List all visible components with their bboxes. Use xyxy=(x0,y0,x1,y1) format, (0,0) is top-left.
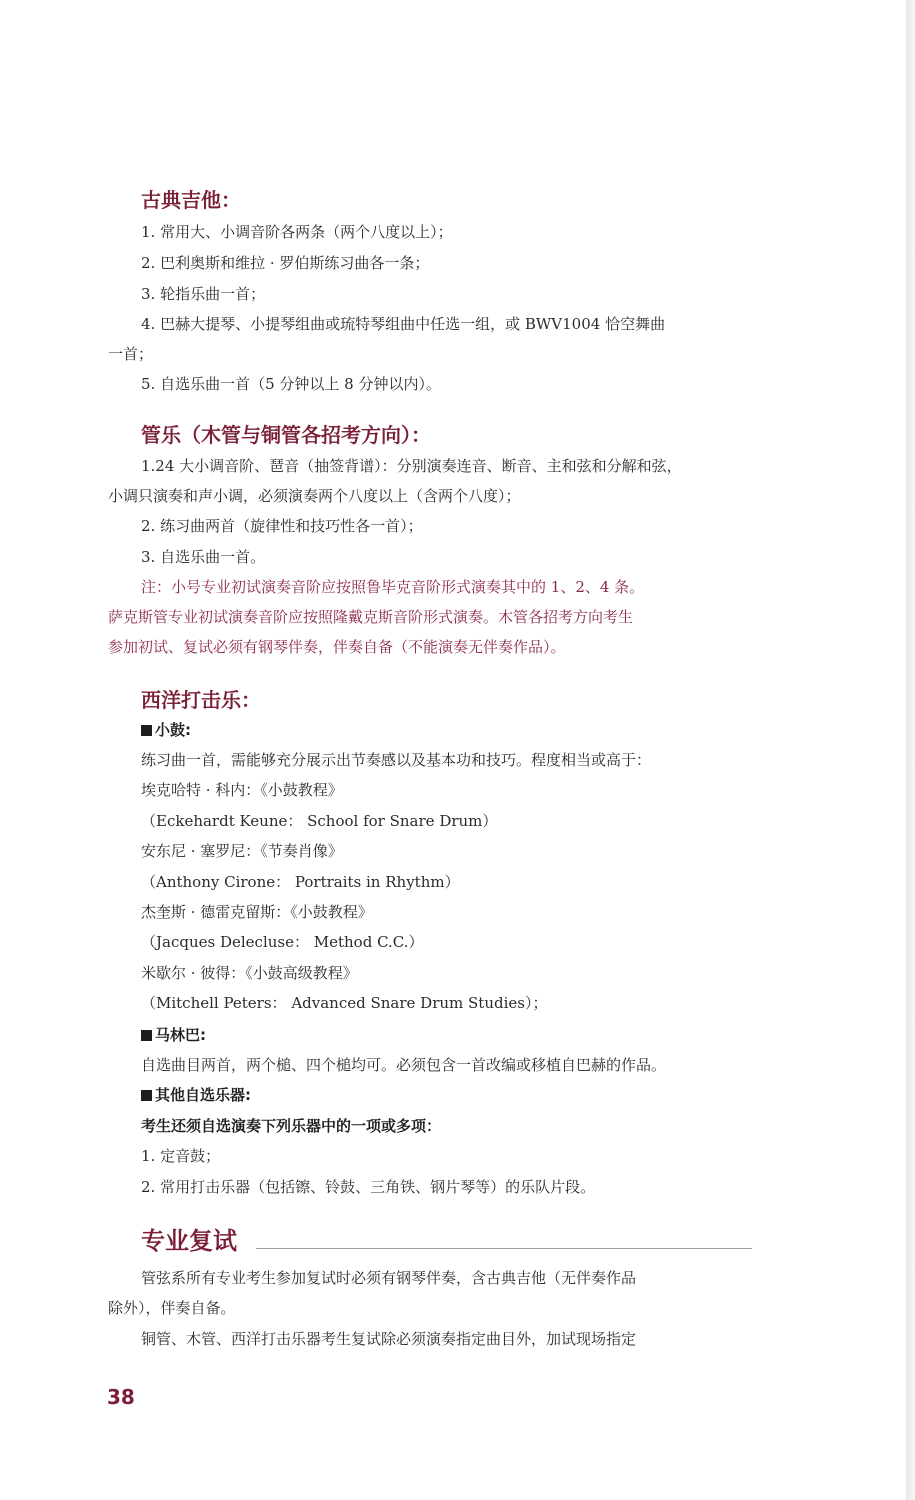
winds-note-line: 萨克斯管专业初试演奏音阶应按照隆戴克斯音阶形式演奏。木管各招考方向考生 xyxy=(108,608,634,626)
winds-heading: 管乐（木管与铜管各招考方向）： xyxy=(141,423,431,447)
snare-line: （Anthony Cirone： Portraits in Rhythm） xyxy=(141,873,460,891)
winds-line: 3. 自选乐曲一首。 xyxy=(141,548,266,566)
winds-line: 小调只演奏和声小调，必须演奏两个八度以上（含两个八度）； xyxy=(108,487,521,505)
winds-line: 2. 练习曲两首（旋律性和技巧性各一首）； xyxy=(141,517,423,535)
snare-line: 杰奎斯 · 德雷克留斯：《小鼓教程》 xyxy=(141,903,373,921)
snare-line: （Eckehardt Keune： School for Snare Drum） xyxy=(141,812,498,830)
snare-line: 埃克哈特 · 科内：《小鼓教程》 xyxy=(141,781,343,799)
snare-label: 小鼓: xyxy=(155,721,191,739)
snare-line: （Jacques Delecluse： Method C.C.） xyxy=(141,933,424,951)
winds-note-line: 注：小号专业初试演奏音阶应按照鲁毕克音阶形式演奏其中的 1、2、4 条。 xyxy=(141,578,645,596)
winds-note-line: 参加初试、复试必须有钢琴伴奏，伴奏自备（不能演奏无伴奏作品）。 xyxy=(108,638,566,656)
marimba-label: 马林巴: xyxy=(155,1026,206,1044)
snare-line: 米歇尔 · 彼得：《小鼓高级教程》 xyxy=(141,964,358,982)
other-instruments-label: 其他自选乐器: xyxy=(155,1086,251,1104)
other-instruments-intro: 考生还须自选演奏下列乐器中的一项或多项： xyxy=(141,1117,442,1135)
percussion-heading: 西洋打击乐： xyxy=(141,688,261,712)
retest-line: 铜管、木管、西洋打击乐器考生复试除必须演奏指定曲目外，加试现场指定 xyxy=(141,1330,637,1348)
classical-guitar-heading: 古典吉他： xyxy=(141,188,241,212)
page-number: 38 xyxy=(107,1385,135,1409)
snare-line: 练习曲一首，需能够充分展示出节奏感以及基本功和技巧。程度相当或高于： xyxy=(141,751,652,769)
other-instruments-line: 1. 定音鼓； xyxy=(141,1147,221,1165)
snare-line: （Mitchell Peters： Advanced Snare Drum Studies）； xyxy=(141,994,548,1012)
guitar-line: 3. 轮指乐曲一首； xyxy=(141,285,266,303)
section-divider xyxy=(256,1248,752,1249)
marimba-text: 自选曲目两首，两个槌、四个槌均可。必须包含一首改编或移植自巴赫的作品。 xyxy=(141,1056,667,1074)
other-instruments-line: 2. 常用打击乐器（包括镲、铃鼓、三角铁、钢片琴等）的乐队片段。 xyxy=(141,1178,596,1196)
guitar-line: 2. 巴利奥斯和维拉 · 罗伯斯练习曲各一条； xyxy=(141,254,430,272)
retest-line: 管弦系所有专业考生参加复试时必须有钢琴伴奏，含古典吉他（无伴奏作品 xyxy=(141,1269,637,1287)
guitar-line: 5. 自选乐曲一首（5 分钟以上 8 分钟以内）。 xyxy=(141,375,441,393)
retest-heading: 专业复试 xyxy=(141,1227,237,1255)
retest-line: 除外），伴奏自备。 xyxy=(108,1299,236,1317)
guitar-line: 1. 常用大、小调音阶各两条（两个八度以上）； xyxy=(141,223,453,241)
snare-line: 安东尼 · 塞罗尼：《节奏肖像》 xyxy=(141,842,343,860)
guitar-line: 4. 巴赫大提琴、小提琴组曲或琉特琴组曲中任选一组，或 BWV1004 恰空舞曲 xyxy=(141,315,666,333)
winds-line: 1.24 大小调音阶、琶音（抽签背谱）：分别演奏连音、断音、主和弦和分解和弦， xyxy=(141,457,682,475)
guitar-line: 一首； xyxy=(108,345,154,363)
